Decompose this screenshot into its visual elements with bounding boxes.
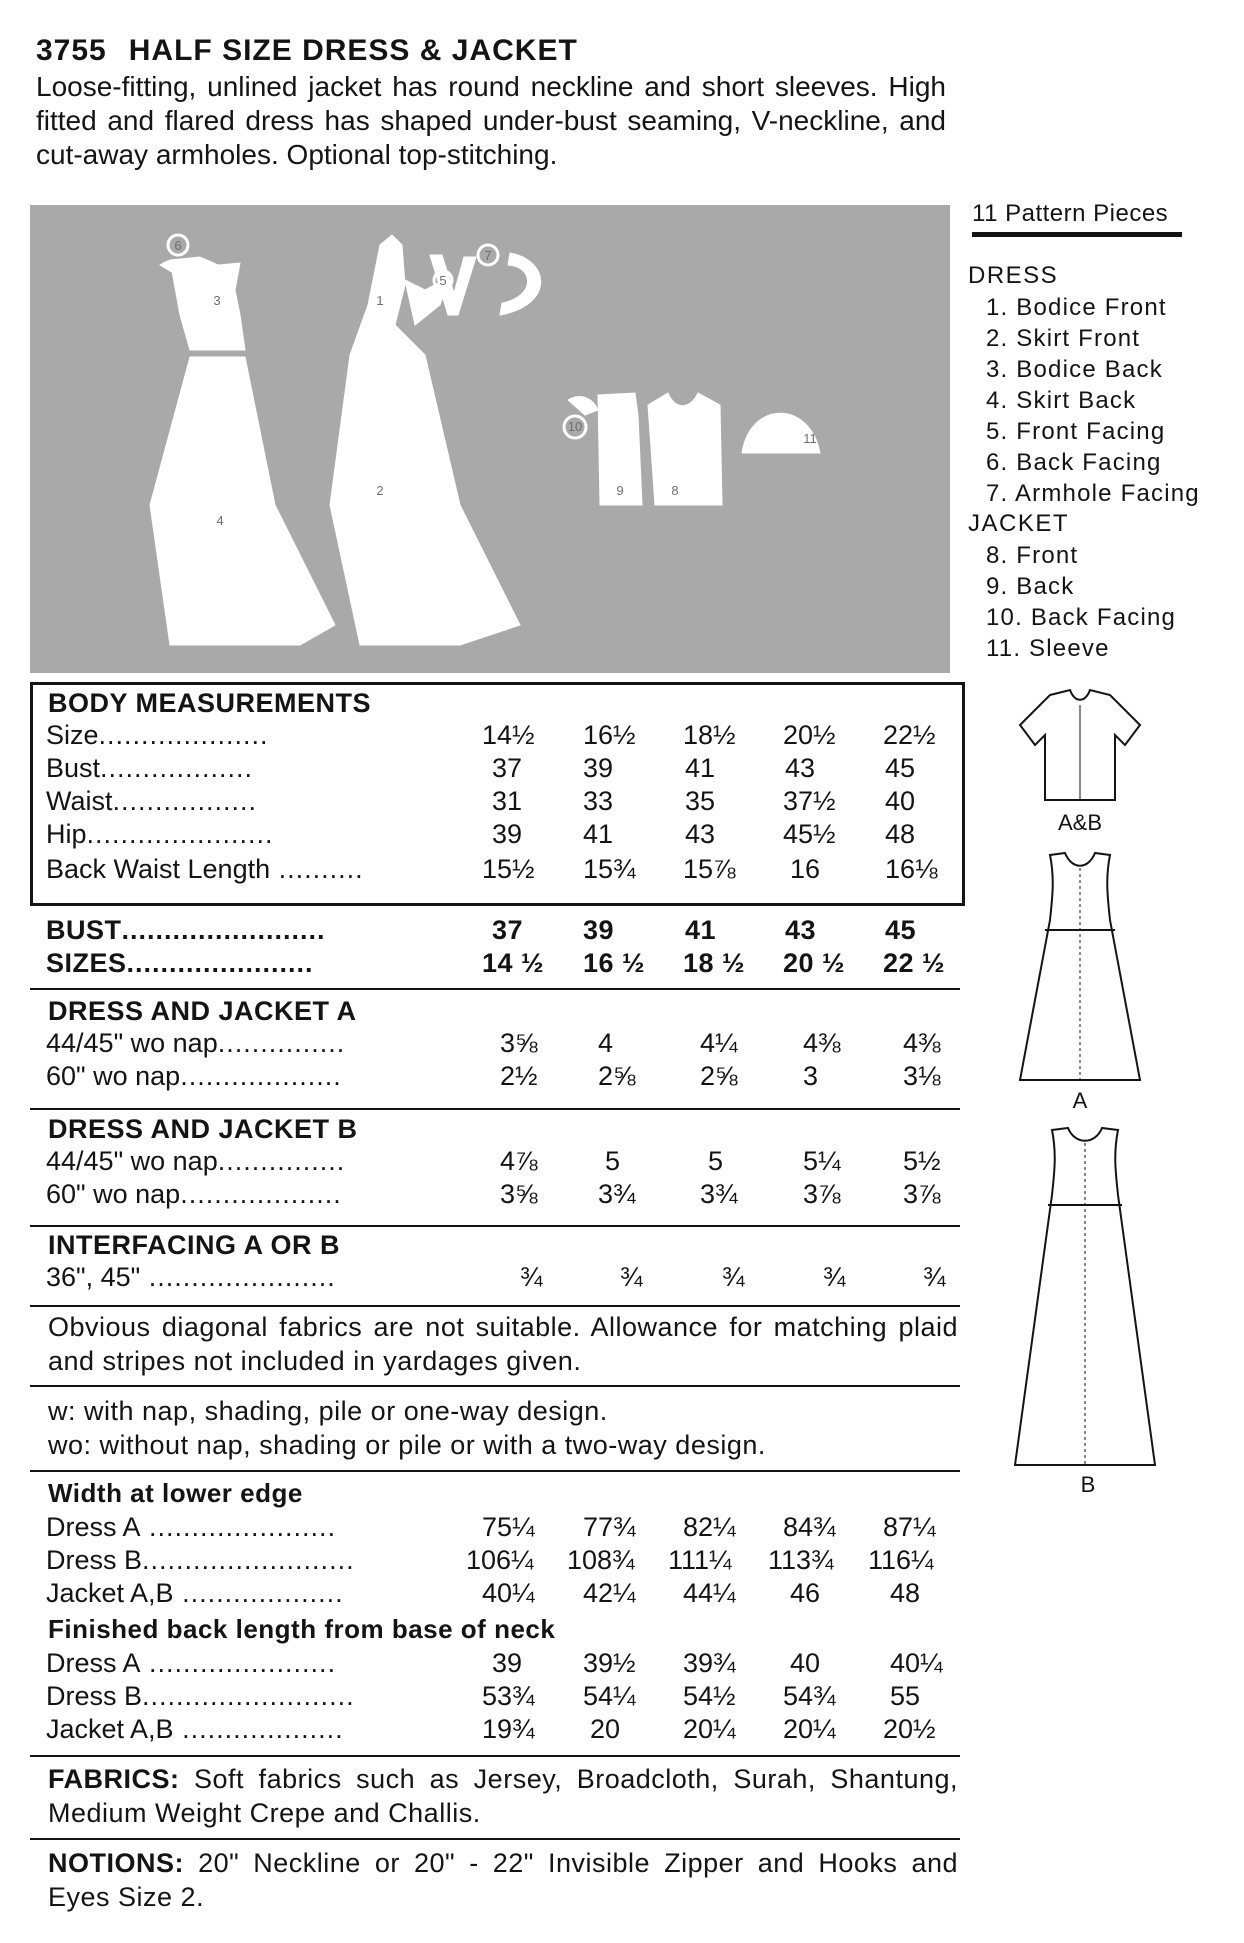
cell: 3⅞ (803, 1179, 841, 1209)
cell: 20 (590, 1714, 621, 1744)
cell: 54¼ (583, 1681, 636, 1711)
cell: 48 (890, 1578, 921, 1608)
divider (30, 1108, 960, 1110)
table-row: Back Waist Length .......... 15½ 15¾ 15⅞ 16 16⅛ (46, 854, 938, 884)
layout-label-4: 4 (216, 513, 224, 528)
cell: 53¾ (482, 1681, 535, 1711)
cell: ¾ (722, 1262, 745, 1292)
cell: 16 ½ (583, 948, 646, 978)
table-row: 60" wo nap................... 3⅝ 3¾ 3¾ 3⅞ 3⅞ (46, 1179, 941, 1209)
pattern-pieces-rule (972, 232, 1182, 237)
dress-a-sketch (1010, 850, 1150, 1095)
fabrics-text: Soft fabrics such as Jersey, Broadcloth, Surah, Shantung, Medium Weight Crepe and Challis. (48, 1764, 958, 1828)
table-row: 44/45" wo nap............... 3⅝ 4 4¼ 4⅜ 4⅜ (46, 1028, 941, 1058)
cell: 5½ (903, 1146, 941, 1176)
cell: 3⅝ (500, 1179, 538, 1209)
divider (30, 1838, 960, 1840)
cell: 15¾ (583, 854, 636, 884)
cell: 54½ (683, 1681, 736, 1711)
divider (30, 1385, 960, 1387)
row-label: 60" wo nap (46, 1179, 181, 1209)
pattern-description: Loose-fitting, unlined jacket has round neckline and short sleeves. High fitted and flared dress has shaped under-bust seaming, V-neckline, and cut-away armholes. Optional top-stitching. (36, 71, 946, 170)
cell: 35 (685, 786, 716, 816)
cell: 20½ (783, 720, 836, 750)
divider (30, 1470, 960, 1472)
cell: ¾ (520, 1262, 543, 1292)
cell: 40¼ (482, 1578, 535, 1608)
table-row: Waist................. 31 33 35 37½ 40 (46, 786, 916, 816)
cell: 15⅞ (683, 854, 736, 884)
jacket-sketch-label: A&B (1057, 810, 1103, 835)
divider (30, 988, 960, 990)
fabrics-section (48, 1762, 958, 1830)
cell: 2⅝ (598, 1061, 636, 1091)
table-row: BUST........................ 37 39 41 43 45 (46, 915, 917, 945)
cell: 42¼ (583, 1578, 636, 1608)
row-label: 44/45" wo nap (46, 1028, 218, 1058)
list-item: 11. Sleeve (986, 635, 1110, 662)
row-label: Dress A (46, 1648, 141, 1678)
row-label: 44/45" wo nap (46, 1146, 218, 1176)
width-lower-edge-heading: Width at lower edge (48, 1478, 303, 1508)
dress-a-sketch-label: A (1072, 1088, 1088, 1113)
cell: 39 (492, 1648, 523, 1678)
cell: 31 (492, 786, 523, 816)
layout-label-3: 3 (213, 293, 221, 308)
cell: 4⅜ (803, 1028, 841, 1058)
cell: 14 ½ (482, 948, 545, 978)
cell: 5 (708, 1146, 724, 1176)
list-item: 1. Bodice Front (986, 294, 1167, 321)
fabric-suitability-note: Obvious diagonal fabrics are not suitable. Allowance for matching plaid and stripes not included in yardages given. (48, 1312, 958, 1376)
layout-label-2: 2 (376, 483, 384, 498)
cell: 14½ (482, 720, 535, 750)
row-label: SIZES (46, 948, 127, 978)
list-item: 7. Armhole Facing (986, 480, 1200, 507)
cell: 2½ (500, 1061, 538, 1091)
cell: 16⅛ (885, 854, 938, 884)
notions-text: 20" Neckline or 20" - 22" Invisible Zipper and Hooks and Eyes Size 2. (48, 1848, 958, 1912)
table-row: Hip...................... 39 41 43 45½ 48 (46, 819, 916, 849)
without-nap-note: wo: without nap, shading or pile or with a two-way design. (48, 1430, 766, 1460)
cell: 108¾ (567, 1545, 635, 1575)
row-label: Dress B (46, 1545, 143, 1575)
cell: 20 ½ (783, 948, 846, 978)
cell: 5¼ (803, 1146, 841, 1176)
notions-section (48, 1846, 958, 1914)
table-row: Jacket A,B ................... 19¾ 20 20¼ 20¼ 20½ (46, 1714, 936, 1744)
with-nap-note: w: with nap, shading, pile or one-way design. (48, 1396, 608, 1426)
table-row: Dress A ...................... 75¼ 77¾ 82¼ 84¾ 87¼ (46, 1512, 936, 1542)
layout-label-9: 9 (616, 483, 624, 498)
cell: 84¾ (783, 1512, 836, 1542)
cell: 43 (685, 819, 716, 849)
cell: 16½ (583, 720, 636, 750)
cell: 37½ (783, 786, 836, 816)
cell: 39 (583, 915, 615, 945)
row-label: Bust (46, 753, 101, 783)
cell: 4⅜ (903, 1028, 941, 1058)
cell: 43 (785, 753, 816, 783)
row-label: Waist (46, 786, 113, 816)
layout-label-8: 8 (671, 483, 679, 498)
cell: 40 (885, 786, 916, 816)
piece-4-shape (150, 357, 335, 645)
layout-label-10: 10 (567, 419, 583, 434)
layout-label-5: 5 (439, 273, 447, 288)
dress-pieces-list (986, 292, 1200, 509)
cell: 2⅝ (700, 1061, 738, 1091)
row-label: Dress A (46, 1512, 141, 1542)
cell: 22 ½ (883, 948, 946, 978)
cell: 3⅛ (903, 1061, 941, 1091)
cell: 4⅞ (500, 1146, 538, 1176)
cell: ¾ (620, 1262, 643, 1292)
pattern-pieces-heading: 11 Pattern Pieces (972, 200, 1169, 227)
dress-b-sketch-label: B (1080, 1472, 1096, 1497)
table-row: 60" wo nap................... 2½ 2⅝ 2⅝ 3 3⅛ (46, 1061, 941, 1091)
list-item: 9. Back (986, 573, 1075, 600)
jacket-pieces-list (986, 540, 1176, 664)
fabrics-label: FABRICS: (48, 1764, 180, 1794)
row-label: 60" wo nap (46, 1061, 181, 1091)
table-row: 44/45" wo nap............... 4⅞ 5 5 5¼ 5½ (46, 1146, 941, 1176)
cell: ¾ (923, 1262, 946, 1292)
cell: 113¾ (768, 1545, 834, 1575)
cell: 45½ (783, 819, 836, 849)
cell: 54¾ (783, 1681, 836, 1711)
list-item: 4. Skirt Back (986, 387, 1137, 414)
cell: 45 (885, 915, 917, 945)
cell: 75¼ (482, 1512, 535, 1542)
cell: 111¼ (668, 1545, 732, 1575)
back-length-heading: Finished back length from base of neck (48, 1614, 556, 1644)
cell: 19¾ (482, 1714, 535, 1744)
table-row: SIZES...................... 14 ½ 16 ½ 18 ½ 20 ½ 22 ½ (46, 948, 946, 978)
cell: 39 (492, 819, 523, 849)
list-item: 8. Front (986, 542, 1079, 569)
table-row: 36", 45" ...................... ¾ ¾ ¾ ¾ ¾ (46, 1262, 946, 1292)
list-item: 2. Skirt Front (986, 325, 1141, 352)
divider (30, 1225, 960, 1227)
cell: 3⅝ (500, 1028, 538, 1058)
pattern-number: 3755 (36, 34, 107, 67)
row-label: 36", 45" (46, 1262, 141, 1292)
cell: 39 (583, 753, 614, 783)
cell: 37 (492, 915, 524, 945)
row-label: BUST (46, 915, 122, 945)
cell: 87¼ (883, 1512, 936, 1542)
cell: 18½ (683, 720, 736, 750)
cell: 4¼ (700, 1028, 738, 1058)
row-label: Dress B (46, 1681, 143, 1711)
row-label: Size (46, 720, 99, 750)
divider (30, 1305, 960, 1307)
cell: 33 (583, 786, 614, 816)
jacket-sketch (1010, 685, 1150, 820)
pattern-name: HALF SIZE DRESS & JACKET (128, 34, 578, 67)
piece-7-shape (500, 253, 541, 315)
yardage-b-heading: DRESS AND JACKET B (48, 1114, 358, 1144)
cell: 22½ (883, 720, 936, 750)
list-item: 3. Bodice Back (986, 356, 1163, 383)
piece-8-shape (648, 393, 722, 505)
table-row: Bust.................. 37 39 41 43 45 (46, 753, 916, 783)
cell: 3¾ (598, 1179, 636, 1209)
cell: 55 (890, 1681, 921, 1711)
cell: 20¼ (783, 1714, 836, 1744)
row-label: Jacket A,B (46, 1714, 174, 1744)
list-item: 10. Back Facing (986, 604, 1177, 631)
cell: 5 (605, 1146, 621, 1176)
table-row: Dress B......................... 106¼ 108¾ 111¼ 113¾ 116¼ (46, 1545, 934, 1575)
cell: 37 (492, 753, 523, 783)
row-label: Back Waist Length (46, 854, 271, 884)
cell: 39½ (583, 1648, 636, 1678)
pattern-title (36, 34, 578, 68)
notions-label: NOTIONS: (48, 1848, 184, 1878)
cell: 40 (790, 1648, 821, 1678)
cell: 39¾ (683, 1648, 736, 1678)
row-label: Jacket A,B (46, 1578, 174, 1608)
table-row: Dress A ...................... 39 39½ 39¾ 40 40¼ (46, 1648, 943, 1678)
cell: 41 (685, 753, 716, 783)
layout-label-7: 7 (484, 248, 492, 263)
cell: 44¼ (683, 1578, 736, 1608)
cell: 18 ½ (683, 948, 746, 978)
list-item: 5. Front Facing (986, 418, 1166, 445)
cell: 16 (790, 854, 821, 884)
cell: 41 (583, 819, 614, 849)
cell: 45 (885, 753, 916, 783)
cell: 40¼ (890, 1648, 943, 1678)
cell: 46 (790, 1578, 821, 1608)
cell: 3⅞ (903, 1179, 941, 1209)
body-measurements-heading: BODY MEASUREMENTS (48, 688, 372, 718)
cell: ¾ (823, 1262, 846, 1292)
cell: 106¼ (466, 1545, 534, 1575)
cell: 82¼ (683, 1512, 736, 1542)
cell: 48 (885, 819, 916, 849)
cell: 3 (803, 1061, 819, 1091)
cell: 20¼ (683, 1714, 736, 1744)
cell: 77¾ (583, 1512, 636, 1542)
cell: 3¾ (700, 1179, 738, 1209)
piece-10-shape (568, 397, 598, 415)
cell: 15½ (482, 854, 535, 884)
interfacing-heading: INTERFACING A OR B (48, 1230, 340, 1260)
dress-pieces-heading: DRESS (968, 262, 1059, 289)
table-row: Dress B......................... 53¾ 54¼ 54½ 54¾ 55 (46, 1681, 921, 1711)
cell: 4 (598, 1028, 614, 1058)
cutting-layout-diagram (30, 205, 950, 673)
jacket-pieces-heading: JACKET (968, 510, 1070, 537)
divider (30, 1755, 960, 1757)
list-item: 6. Back Facing (986, 449, 1162, 476)
cell: 116¼ (868, 1545, 934, 1575)
yardage-a-heading: DRESS AND JACKET A (48, 996, 357, 1026)
table-row: Size.................... 14½ 16½ 18½ 20½ 22½ (46, 720, 936, 750)
table-row: Jacket A,B ................... 40¼ 42¼ 44¼ 46 48 (46, 1578, 921, 1608)
cell: 20½ (883, 1714, 936, 1744)
cell: 41 (685, 915, 717, 945)
layout-label-1: 1 (376, 293, 384, 308)
row-label: Hip (46, 819, 87, 849)
dress-b-sketch (1010, 1125, 1160, 1480)
cell: 43 (785, 915, 817, 945)
layout-label-6: 6 (174, 238, 182, 253)
layout-label-11: 11 (803, 431, 817, 446)
